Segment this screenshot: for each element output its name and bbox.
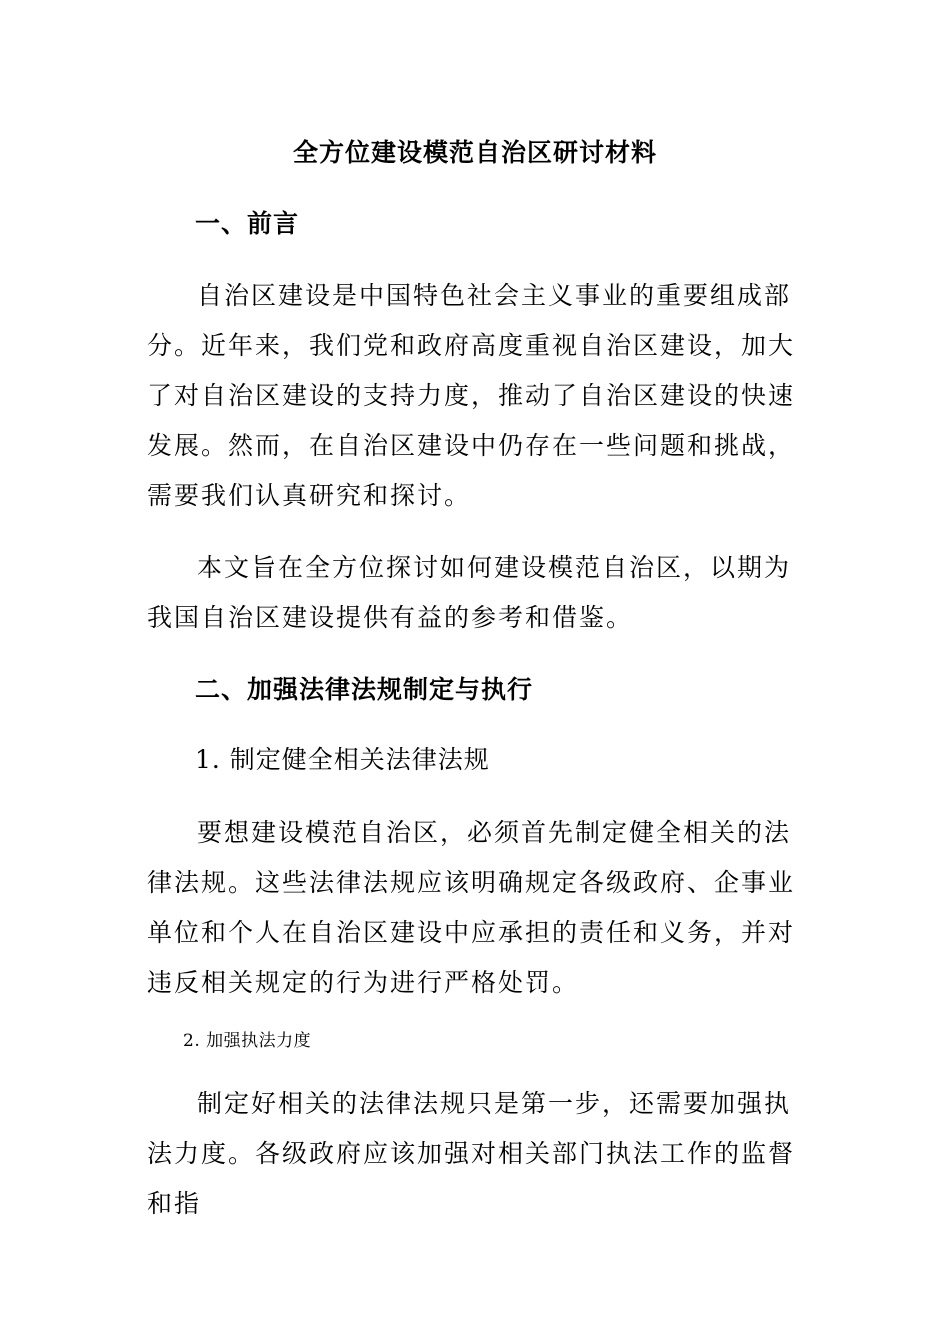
- subsection-heading-2: 2. 加强执法力度: [183, 1031, 312, 1051]
- document-title: 全方位建设模范自治区研讨材料: [292, 138, 657, 167]
- paragraph-preface-1: 自治区建设是中国特色社会主义事业的重要组成部分。近年来，我们党和政府高度重视自治区建设，加大了对自治区建设的支持力度，推动了自治区建设的快速发展。然而，在自治区建设中仍存在一些问题和挑战，需要我们认真研究和探讨。: [147, 281, 796, 510]
- paragraph-subsection-2: 制定好相关的法律法规只是第一步，还需要加强执法力度。各级政府应该加强对相关部门执法工作的监督和指: [147, 1089, 796, 1218]
- paragraph-subsection-1: 要想建设模范自治区，必须首先制定健全相关的法律法规。这些法律法规应该明确规定各级政府、企事业单位和个人在自治区建设中应承担的责任和义务，并对违反相关规定的行为进行严格处罚。: [147, 818, 796, 997]
- paragraph-preface-2: 本文旨在全方位探讨如何建设模范自治区，以期为我国自治区建设提供有益的参考和借鉴。: [147, 553, 792, 632]
- subsection-heading-1: 1. 制定健全相关法律法规: [195, 745, 490, 774]
- section-heading-legislation: 二、加强法律法规制定与执行: [195, 675, 534, 704]
- section-heading-preface: 一、前言: [195, 209, 300, 238]
